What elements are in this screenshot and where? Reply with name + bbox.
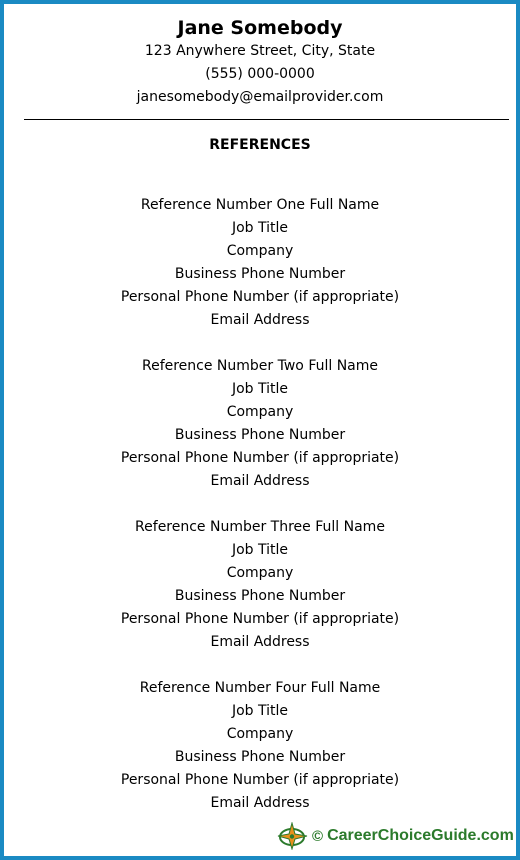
reference-personal-phone: Personal Phone Number (if appropriate) <box>120 772 400 788</box>
reference-personal-phone: Personal Phone Number (if appropriate) <box>120 450 400 466</box>
reference-business-phone: Business Phone Number <box>174 266 346 282</box>
reference-job-title: Job Title <box>231 703 289 719</box>
reference-job-title: Job Title <box>231 542 289 558</box>
reference-job-title: Job Title <box>231 381 289 397</box>
reference-company: Company <box>226 726 294 742</box>
reference-email: Email Address <box>210 312 310 328</box>
reference-business-phone: Business Phone Number <box>174 749 346 765</box>
applicant-name: Jane Somebody <box>177 17 343 39</box>
site-branding <box>276 822 514 850</box>
reference-business-phone: Business Phone Number <box>174 588 346 604</box>
reference-company: Company <box>226 243 294 259</box>
reference-personal-phone: Personal Phone Number (if appropriate) <box>120 611 400 627</box>
reference-entry-1 <box>8 194 512 355</box>
reference-entry-2 <box>8 355 512 516</box>
reference-company: Company <box>226 565 294 581</box>
reference-company: Company <box>226 404 294 420</box>
reference-email: Email Address <box>210 634 310 650</box>
reference-job-title: Job Title <box>231 220 289 236</box>
reference-personal-phone: Personal Phone Number (if appropriate) <box>120 289 400 305</box>
applicant-phone: (555) 000-0000 <box>205 66 315 82</box>
reference-email: Email Address <box>210 795 310 811</box>
section-title: REFERENCES <box>209 137 311 153</box>
compass-star-icon <box>276 822 310 850</box>
contact-header <box>8 16 512 109</box>
applicant-address: 123 Anywhere Street, City, State <box>144 43 376 59</box>
reference-entry-3 <box>8 516 512 677</box>
copyright-symbol: © <box>312 827 324 845</box>
applicant-email: janesomebody@emailprovider.com <box>136 89 384 105</box>
reference-list <box>8 194 512 838</box>
reference-entry-4 <box>8 677 512 838</box>
header-divider <box>24 119 509 120</box>
reference-full-name: Reference Number Four Full Name <box>139 680 381 696</box>
reference-full-name: Reference Number Three Full Name <box>135 519 385 535</box>
site-name: CareerChoiceGuide.com <box>327 827 514 844</box>
reference-full-name: Reference Number One Full Name <box>140 197 380 213</box>
reference-email: Email Address <box>210 473 310 489</box>
reference-full-name: Reference Number Two Full Name <box>141 358 379 374</box>
reference-business-phone: Business Phone Number <box>174 427 346 443</box>
